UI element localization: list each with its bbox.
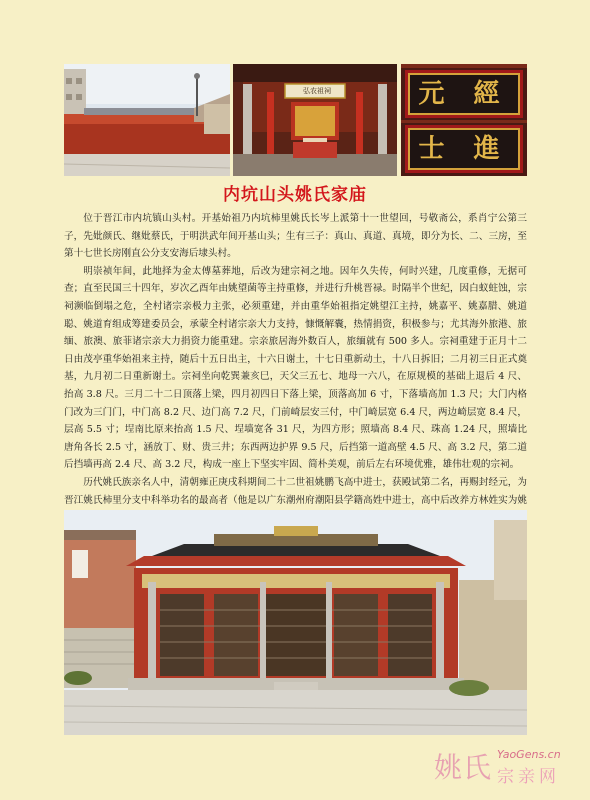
plaque-top-text: 元 經 xyxy=(418,79,510,109)
paragraph: 历代姚氏族亲名人中，清朝雍正庚戌科期间二十二世祖姚鹏飞高中进士，获殿试第二名，再赐封经元，为晋江姚氏柿里分支中科举功名的最高者（他是以广东潮州府潮阳县学籍高姓中进士，高中后改养方林姓实为姚 xyxy=(64,476,527,506)
plaques-photo xyxy=(401,64,527,176)
watermark-url: YaoGens.cn xyxy=(497,748,561,761)
watermark-main: 姚氏 xyxy=(434,751,493,784)
ancestral-hall-photo xyxy=(233,64,397,176)
paragraph: 明崇祯年间，此地择为金太傅墓葬地，后改为建宗祠之地。因年久失传，何时兴建，几度重修，无据可查；直至民国三十四年，岁次乙酉年由姚望菌等主持重修，并进行升桃晋禄。时隔半个世纪，因白蚁蛀蚀，宗祠濒临倒塌之危，全村诸宗亲极力主张，必须重建，并由重华始祖指定姚望江主持，姚嘉平、姚嘉腊、姚道聪、姚道育组成筹建委员会，承蒙全村诸宗亲大力支持，慷慨解囊，热情捐资，积极参与；尤其海外旅港、旅缅、旅澳、旅菲诸宗亲大力捐资力能重建。宗亲旅居海外数百人，旅缅就有 500 多人。宗祠重建于正月十二日由茂亭重华始祖来主持，随后十五日出主，十六日谢土，十七日重新动土，十八日拆旧；二月初三日正式奠基，九月初二日重新谢土。宗祠坐向乾巽兼亥巳，天父三五七、地母一六八，在原规模的基础上退后 4 尺、抬高 3.8 尺。三月二十二日顶落上梁，四月初四日下落上梁，顶落高加 6 寸，下落墙高加 1.3 尺；大门内格门改为三门门，中门高 8.2 尺、边门高 7.2 尺，门前崎层安三付，中门崎层宽 6.4 尺，两边崎层宽 8.4 尺，层高 5.5 寸；埕南比原来抬高 1.5 尺、埕墙宽各 31 尺，为四方形；照墙高 8.4 尺、珠高 1.24 尺，照墙比唐角各长 2.5 寸，涵放丁、财、贵三井；东西两边护界 9.5 尺，后挡第一道高壁 4.5 尺、高 3.2 尺，第二道后挡墙再高 2.4 尺、高 3.2 尺，构成一座上下坚实牢固、简朴美观，前后左右环境优雅，雄伟壮观的宗祠。 xyxy=(64,265,527,471)
watermark-sub: 宗亲网 xyxy=(497,767,560,787)
temple-facade-photo xyxy=(64,510,527,735)
hall-plaque-text: 弘农祖祠 xyxy=(303,87,331,95)
article-body xyxy=(64,210,527,527)
courtyard-photo xyxy=(64,64,230,176)
plaque-bottom-text: 士 進 xyxy=(418,134,510,164)
page-title: 内坑山头姚氏家庙 xyxy=(223,185,367,205)
paragraph: 位于晋江市内坑镇山头村。开基始祖乃内坑柿里姚氏长岑上派第十一世望回，号敬斋公，系肖宁公第三子，先妣颜氏、继妣蔡氏，于明洪武年间开基山头；生有三子：真山、真道、真境，即分为长、二、三房，至第十七世长房刚直公分支安海后埭头村。 xyxy=(64,213,527,260)
site-watermark xyxy=(434,740,574,792)
